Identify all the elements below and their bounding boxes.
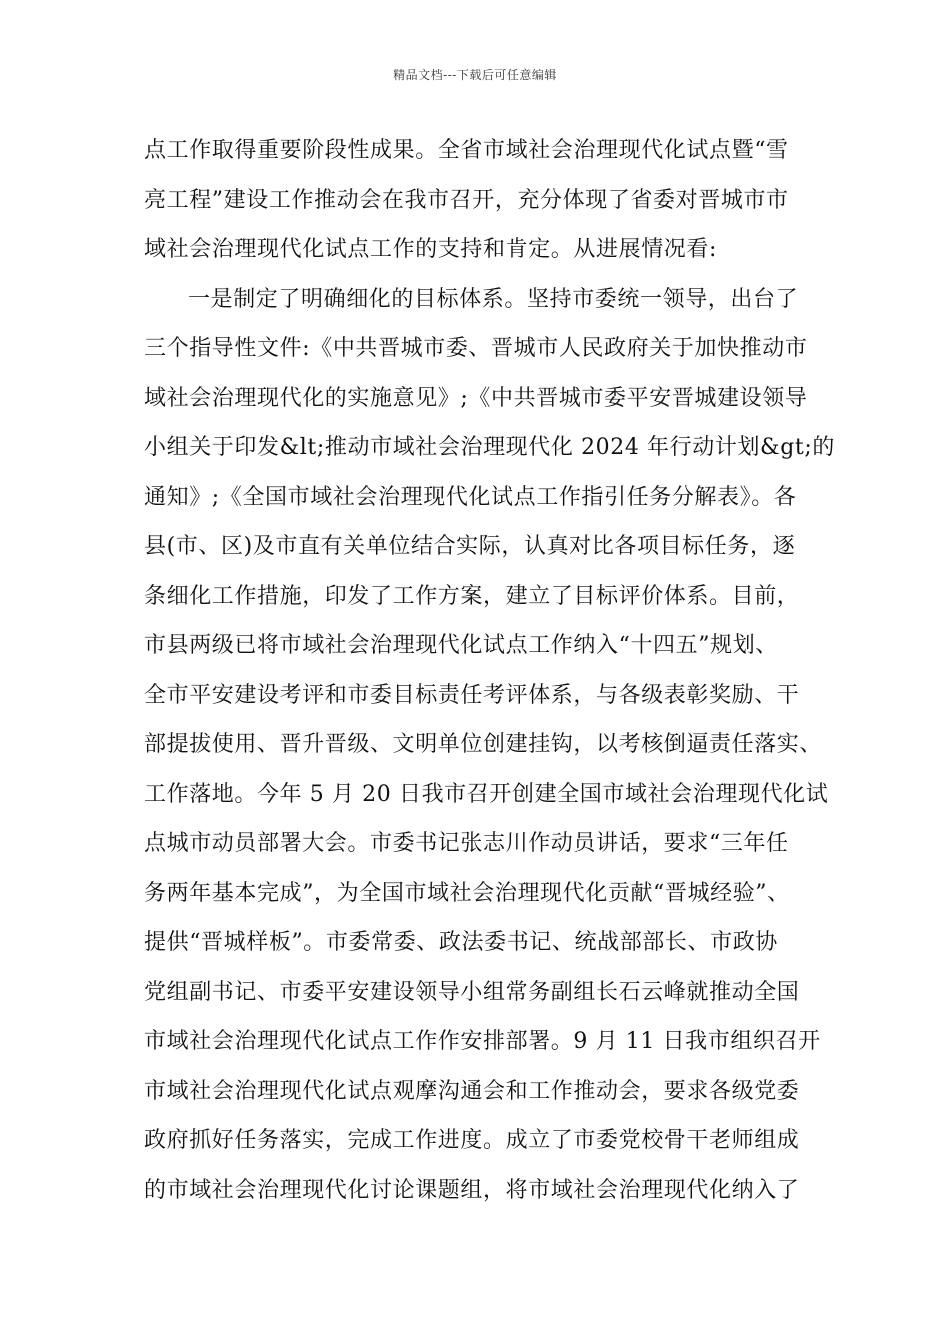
text-line: 域社会治理现代化的实施意见》;《中共晋城市委平安晋城建设领导 <box>144 385 808 411</box>
page-header: 精品文档---下载后可任意编辑 <box>393 68 557 82</box>
text-line: 政府抓好任务落实，完成工作进度。成立了市委党校骨干老师组成 <box>144 1128 800 1153</box>
text-line: 工作落地。今年 5 月 20 日我市召开创建全国市域社会治理现代化试 <box>144 781 829 807</box>
text-line: 全市平安建设考评和市委目标责任考评体系，与各级表彰奖励、干 <box>144 682 800 708</box>
text-line: 市域社会治理现代化试点工作作安排部署。9 月 11 日我市组织召开 <box>144 1029 821 1054</box>
text-line: 务两年基本完成”，为全国市域社会治理现代化贡献“晋城经验”、 <box>144 880 790 906</box>
text-line: 通知》;《全国市域社会治理现代化试点工作指引任务分解表》。各 <box>144 484 797 510</box>
text-line: 亮工程”建设工作推动会在我市召开，充分体现了省委对晋城市市 <box>144 187 789 213</box>
body-text <box>144 131 835 1220</box>
text-line: 点城市动员部署大会。市委书记张志川作动员讲话，要求“三年任 <box>144 831 789 856</box>
text-line: 点工作取得重要阶段性成果。全省市域社会治理现代化试点暨“雪 <box>144 138 789 163</box>
text-line: 条细化工作措施，印发了工作方案，建立了目标评价体系。目前， <box>144 583 800 609</box>
text-line: 市县两级已将市域社会治理现代化试点工作纳入“十四五”规划、 <box>144 633 778 658</box>
text-line: 三个指导性文件:《中共晋城市委、晋城市人民政府关于加快推动市 <box>144 336 808 361</box>
text-line: 域社会治理现代化试点工作的支持和肯定。从进展情况看: <box>144 237 718 262</box>
text-line: 县(市、区)及市直有关单位结合实际，认真对比各项目标任务，逐 <box>144 534 796 559</box>
text-line: 部提拔使用、晋升晋级、文明单位创建挂钩，以考核倒逼责任落实、 <box>144 732 823 757</box>
paragraph-start-line: 一是制定了明确细化的目标体系。坚持市委统一领导，出台了 <box>188 286 799 312</box>
text-line: 小组关于印发&lt;推动市域社会治理现代化 2024 年行动计划&gt;的 <box>144 435 835 460</box>
text-line: 党组副书记、市委平安建设领导小组常务副组长石云峰就推动全国 <box>144 979 800 1005</box>
text-line: 市域社会治理现代化试点观摩沟通会和工作推动会，要求各级党委 <box>144 1078 800 1104</box>
text-line: 提供“晋城样板”。市委常委、政法委书记、统战部部长、市政协 <box>144 930 778 955</box>
text-line: 的市域社会治理现代化讨论课题组，将市域社会治理现代化纳入了 <box>144 1177 800 1203</box>
